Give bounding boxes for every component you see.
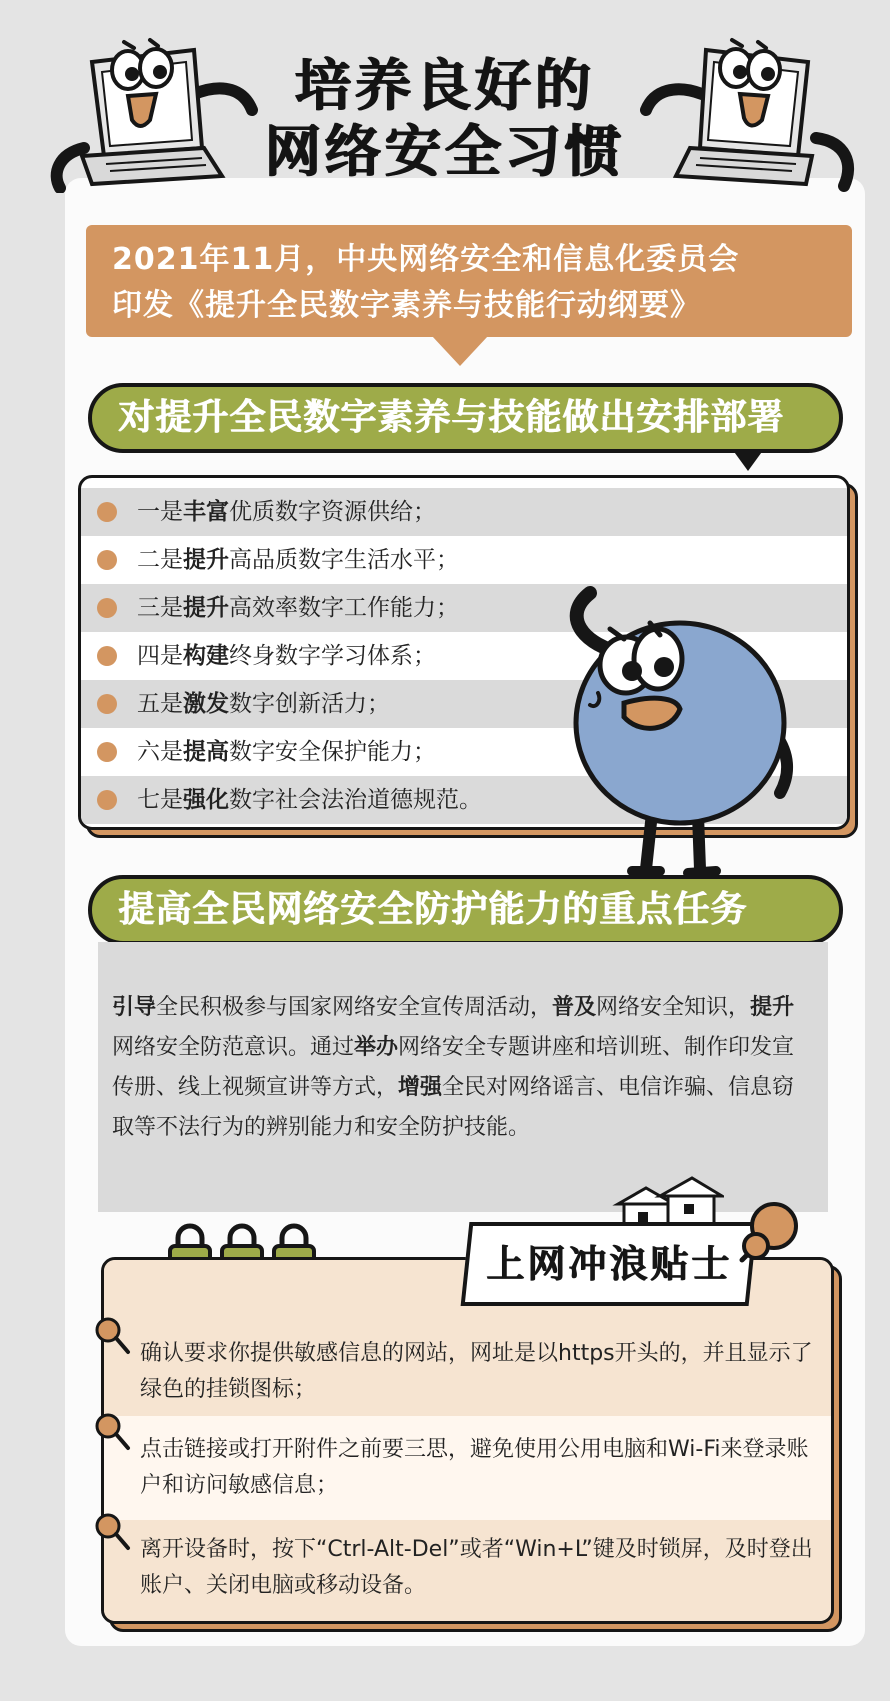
section1-heading: 对提升全民数字素养与技能做出安排部署: [88, 383, 843, 453]
bullet-dot-icon: [97, 502, 117, 522]
blue-ball-mascot-icon: [540, 585, 810, 885]
pushpin-icon: [94, 1316, 132, 1356]
list-item-prefix: 一是: [137, 499, 183, 525]
list-item-text: 数字创新活力；: [229, 691, 390, 717]
keyword: 引导: [112, 995, 157, 1020]
page-title-line-2: 网络安全习惯: [265, 120, 625, 185]
bullet-dot-icon: [97, 646, 117, 666]
keyword: 提升: [750, 995, 795, 1020]
list-item-prefix: 三是: [137, 595, 183, 621]
bullet-dot-icon: [97, 790, 117, 810]
keyword: 普及: [552, 995, 597, 1020]
list-item-keyword: 提高: [183, 739, 229, 765]
paragraph-text: 全民对网络谣言、电信诈骗、信息窃取等不法行为的辨别能力和安全防护技能。: [112, 1075, 795, 1140]
large-pushpin-icon: [726, 1196, 804, 1276]
tips-box: [101, 1257, 834, 1624]
list-item-text: 高效率数字工作能力；: [229, 595, 459, 621]
paragraph-text: 全民积极参与国家网络安全宣传周活动，: [156, 995, 553, 1020]
paragraph-text: 网络安全防范意识。通过: [112, 1035, 355, 1060]
list-item-prefix: 二是: [137, 547, 183, 573]
keyword: 增强: [398, 1075, 443, 1100]
notice-line-1: 2021年11月，中央网络安全和信息化委员会: [112, 242, 740, 277]
key-tasks-paragraph: [98, 942, 828, 1212]
tip-item: 离开设备时，按下“Ctrl-Alt-Del”或者“Win+L”键及时锁屏，及时登出账户、关闭电脑或移动设备。: [140, 1537, 813, 1598]
list-item-keyword: 提升: [183, 595, 229, 621]
paragraph-text: 网络安全专题讲座和培训班、制作印发宣传册、线上视频宣讲等方式，: [112, 1035, 795, 1100]
list-item-prefix: 七是: [137, 787, 183, 813]
tip-item: 点击链接或打开附件之前要三思，避免使用公用电脑和Wi-Fi来登录账户和访问敏感信息；: [140, 1437, 809, 1498]
bullet-dot-icon: [97, 742, 117, 762]
page-title-line-1: 培养良好的: [295, 54, 595, 119]
bullet-dot-icon: [97, 598, 117, 618]
laptop-mascot-left-icon: [44, 28, 264, 193]
list-item-prefix: 四是: [137, 643, 183, 669]
list-item-keyword: 提升: [183, 547, 229, 573]
notice-line-2: 印发《提升全民数字素养与技能行动纲要》: [112, 288, 701, 323]
tip-item: 确认要求你提供敏感信息的网站，网址是以https开头的，并且显示了绿色的挂锁图标；: [140, 1341, 813, 1402]
list-item-keyword: 丰富: [183, 499, 229, 525]
list-item-keyword: 强化: [183, 787, 229, 813]
bullet-dot-icon: [97, 694, 117, 714]
laptop-mascot-right-icon: [640, 28, 860, 193]
list-item-keyword: 构建: [183, 643, 229, 669]
notice-pointer: [432, 336, 488, 366]
pushpin-icon: [94, 1512, 132, 1552]
list-item-prefix: 五是: [137, 691, 183, 717]
section2-heading: 提高全民网络安全防护能力的重点任务: [88, 875, 843, 945]
list-item-text: 数字社会法治道德规范。: [229, 787, 482, 813]
list-item-text: 数字安全保护能力；: [229, 739, 436, 765]
tips-title: 上网冲浪贴士: [485, 1242, 732, 1286]
pushpin-icon: [94, 1412, 132, 1452]
list-item-text: 高品质数字生活水平；: [229, 547, 459, 573]
list-item: [81, 488, 847, 536]
list-item-keyword: 激发: [183, 691, 229, 717]
list-item-text: 终身数字学习体系；: [229, 643, 436, 669]
list-item-text: 优质数字资源供给；: [229, 499, 436, 525]
keyword: 举办: [354, 1035, 399, 1060]
list-item: [81, 536, 847, 584]
notice-banner: [86, 225, 852, 337]
paragraph-text: 网络安全知识，: [596, 995, 751, 1020]
bullet-dot-icon: [97, 550, 117, 570]
section1-heading-tail: [732, 449, 764, 471]
list-item-prefix: 六是: [137, 739, 183, 765]
